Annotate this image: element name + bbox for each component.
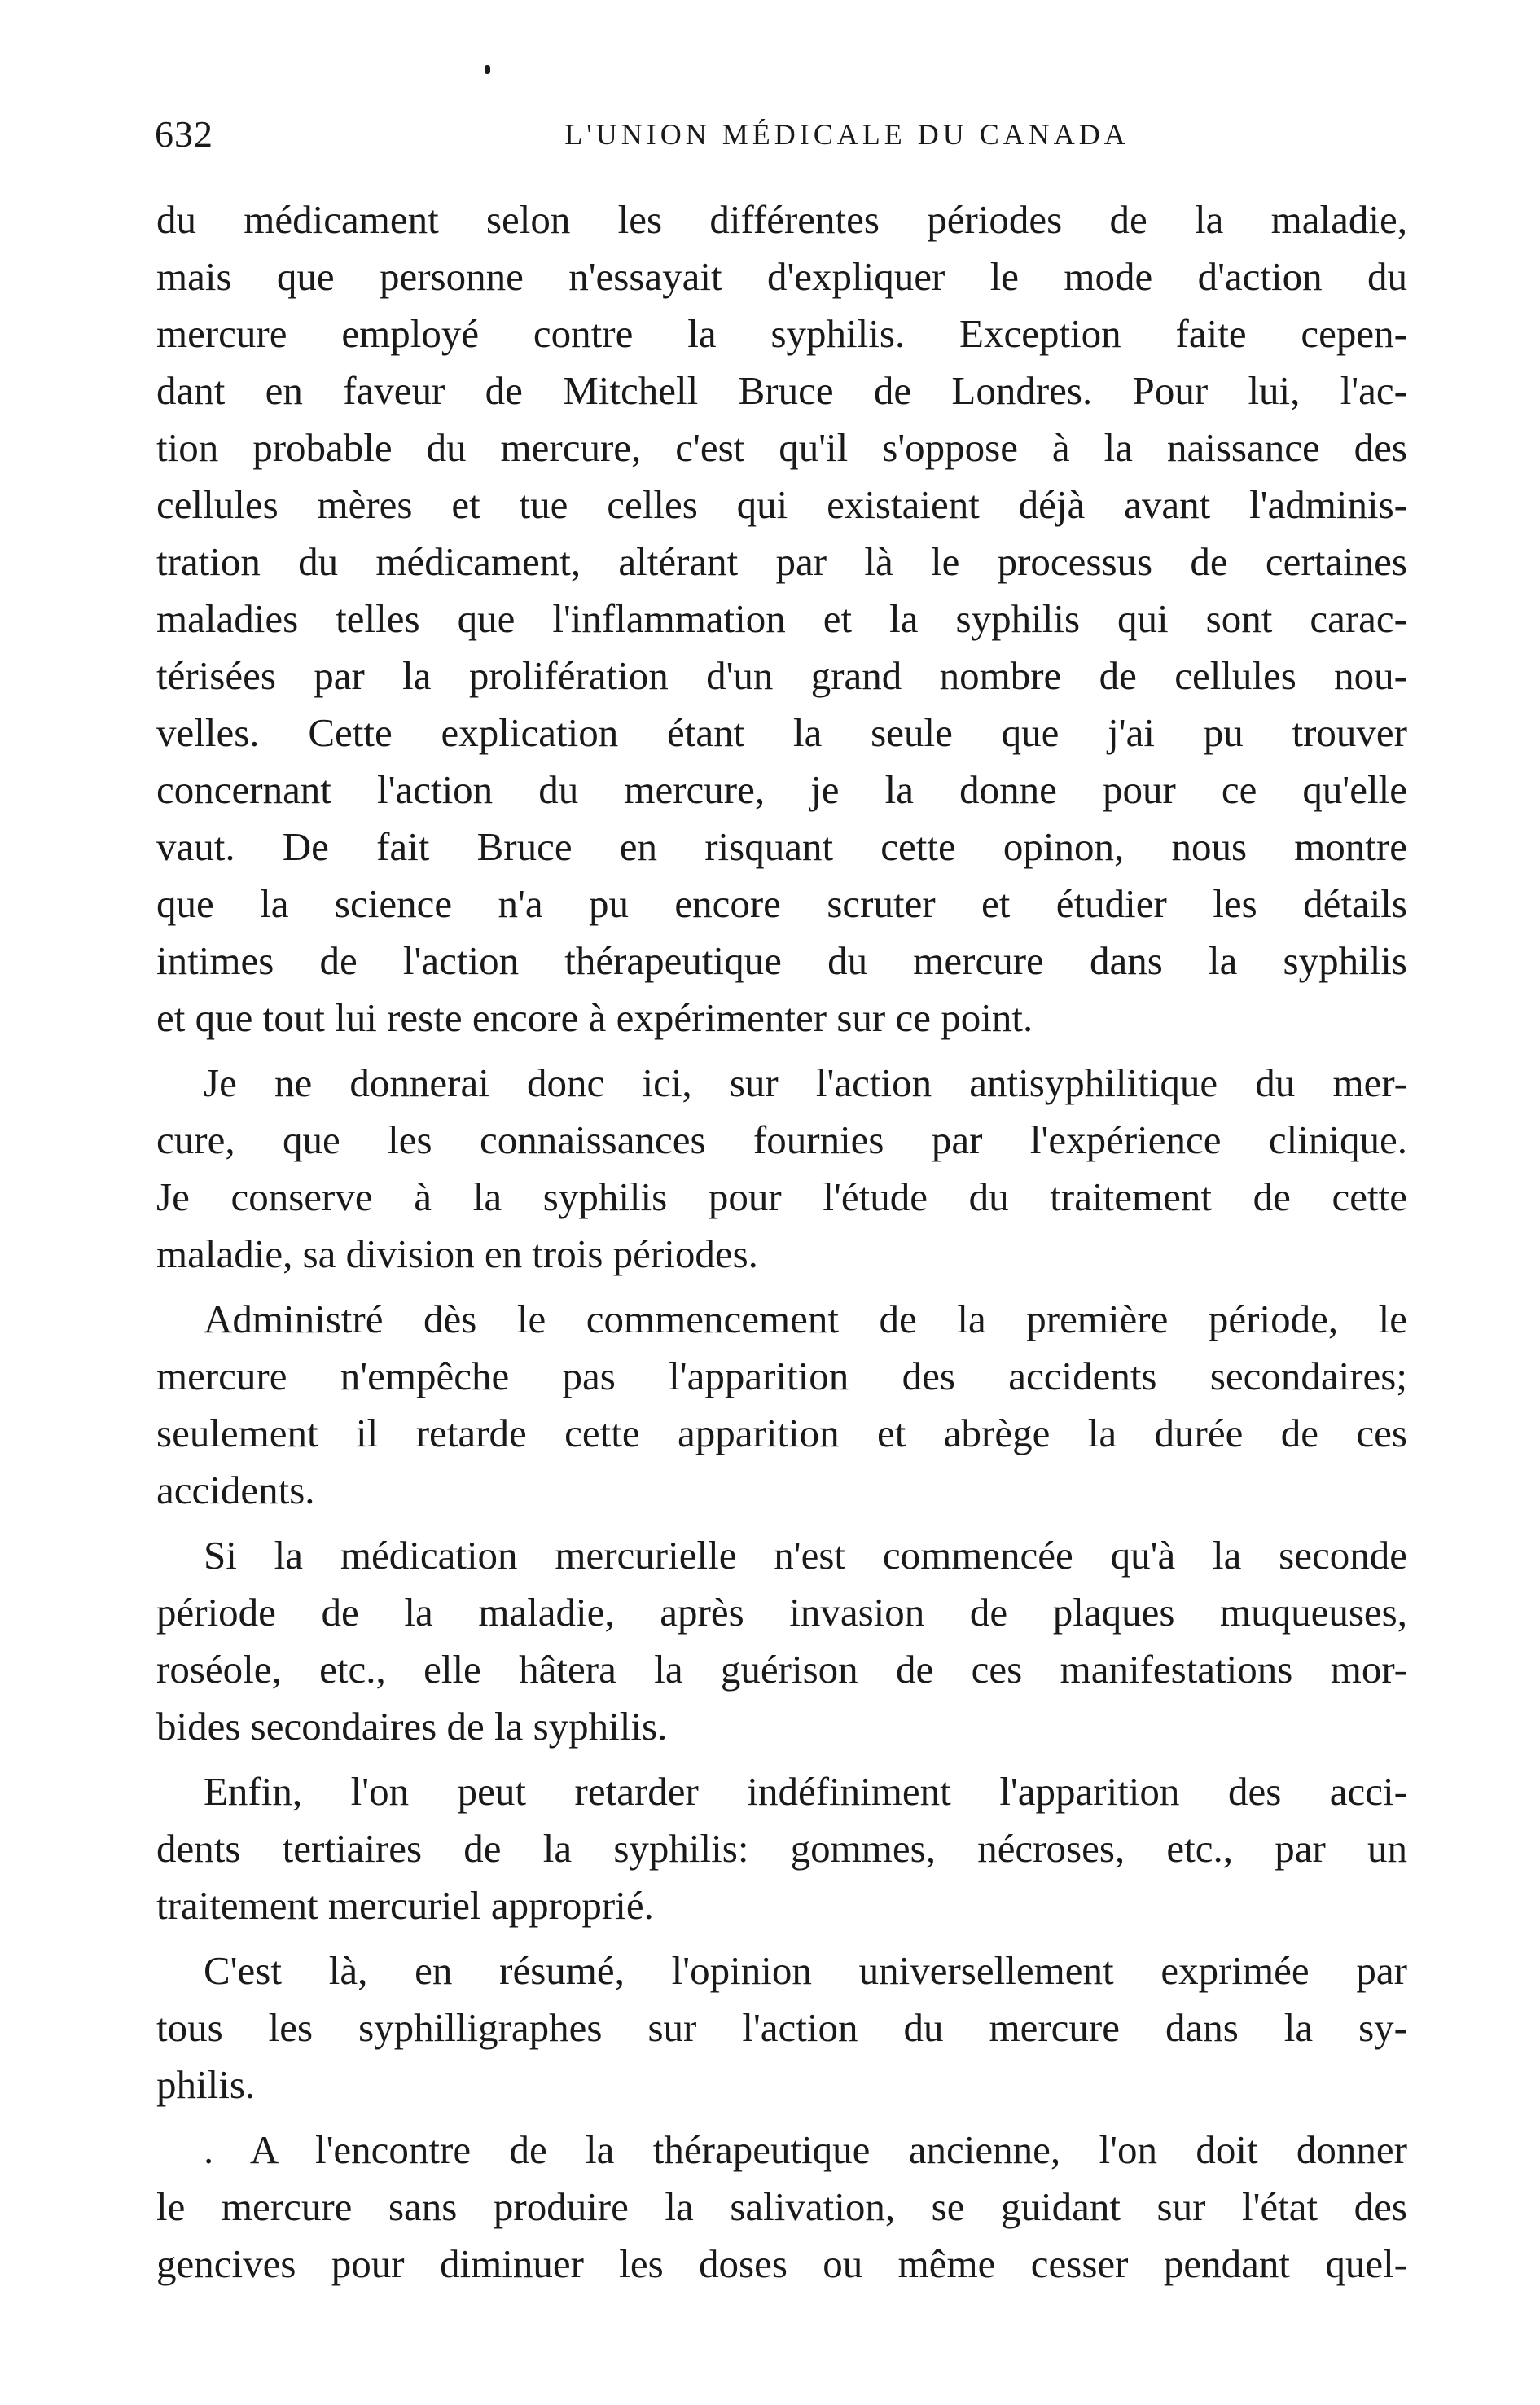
text-line: roséole, etc., elle hâtera la guérison de ces manifestations mor- <box>156 1647 1407 1692</box>
page-number: 632 <box>155 113 213 155</box>
body-text <box>156 191 1407 2293</box>
text-line: le mercure sans produire la salivation, se guidant sur l'état des <box>156 2184 1407 2229</box>
text-line: Je ne donnerai donc ici, sur l'action antisyphilitique du mer- <box>204 1060 1407 1105</box>
text-line: tous les syphilligraphes sur l'action du mercure dans la sy- <box>156 2005 1407 2050</box>
text-line: vaut. De fait Bruce en risquant cette opinon, nous montre <box>156 824 1407 869</box>
text-line: et que tout lui reste encore à expérimenter sur ce point. <box>156 995 1033 1040</box>
text-line: traitement mercuriel approprié. <box>156 1883 654 1928</box>
text-line: gencives pour diminuer les doses ou même cesser pendant quel- <box>156 2241 1407 2286</box>
print-speck <box>485 65 490 74</box>
text-line: bides secondaires de la syphilis. <box>156 1704 668 1749</box>
text-line: dant en faveur de Mitchell Bruce de Londres. Pour lui, l'ac- <box>156 368 1407 413</box>
text-line: maladie, sa division en trois périodes. <box>156 1231 758 1276</box>
text-line: C'est là, en résumé, l'opinion universellement exprimée par <box>204 1948 1407 1993</box>
text-line: intimes de l'action thérapeutique du mercure dans la syphilis <box>156 938 1407 983</box>
text-line: tion probable du mercure, c'est qu'il s'oppose à la naissance des <box>156 425 1407 470</box>
text-line: que la science n'a pu encore scruter et étudier les détails <box>156 881 1407 926</box>
text-line: mercure employé contre la syphilis. Exception faite cepen- <box>156 311 1407 356</box>
text-line: velles. Cette explication étant la seule que j'ai pu trouver <box>156 710 1407 755</box>
text-line: seulement il retarde cette apparition et abrège la durée de ces <box>156 1411 1407 1455</box>
text-line: maladies telles que l'inflammation et la syphilis qui sont carac- <box>156 596 1407 641</box>
text-line: concernant l'action du mercure, je la donne pour ce qu'elle <box>156 767 1407 812</box>
text-line: . A l'encontre de la thérapeutique ancienne, l'on doit donner <box>204 2127 1407 2172</box>
text-line: Enfin, l'on peut retarder indéfiniment l'apparition des acci- <box>204 1769 1407 1814</box>
text-line: mercure n'empêche pas l'apparition des accidents secondaires; <box>156 1354 1407 1398</box>
text-line: philis. <box>156 2062 256 2107</box>
text-line: tration du médicament, altérant par là le processus de certaines <box>156 539 1407 584</box>
text-line: Je conserve à la syphilis pour l'étude du traitement de cette <box>156 1174 1407 1219</box>
text-line: du médicament selon les différentes périodes de la maladie, <box>156 197 1407 242</box>
text-line: mais que personne n'essayait d'expliquer le mode d'action du <box>156 254 1407 299</box>
text-line: période de la maladie, après invasion de plaques muqueuses, <box>156 1590 1407 1635</box>
text-line: Si la médication mercurielle n'est commencée qu'à la seconde <box>204 1533 1407 1578</box>
text-line: térisées par la prolifération d'un grand nombre de cellules nou- <box>156 653 1407 698</box>
text-line: dents tertiaires de la syphilis: gommes, nécroses, etc., par un <box>156 1826 1407 1871</box>
text-line: cure, que les connaissances fournies par l'expérience clinique. <box>156 1117 1407 1162</box>
text-line: cellules mères et tue celles qui existaient déjà avant l'adminis- <box>156 482 1407 527</box>
text-line: accidents. <box>156 1468 315 1512</box>
page-header <box>155 112 1393 161</box>
running-title: L'UNION MÉDICALE DU CANADA <box>564 118 1130 151</box>
text-line: Administré dès le commencement de la première période, le <box>204 1297 1407 1341</box>
